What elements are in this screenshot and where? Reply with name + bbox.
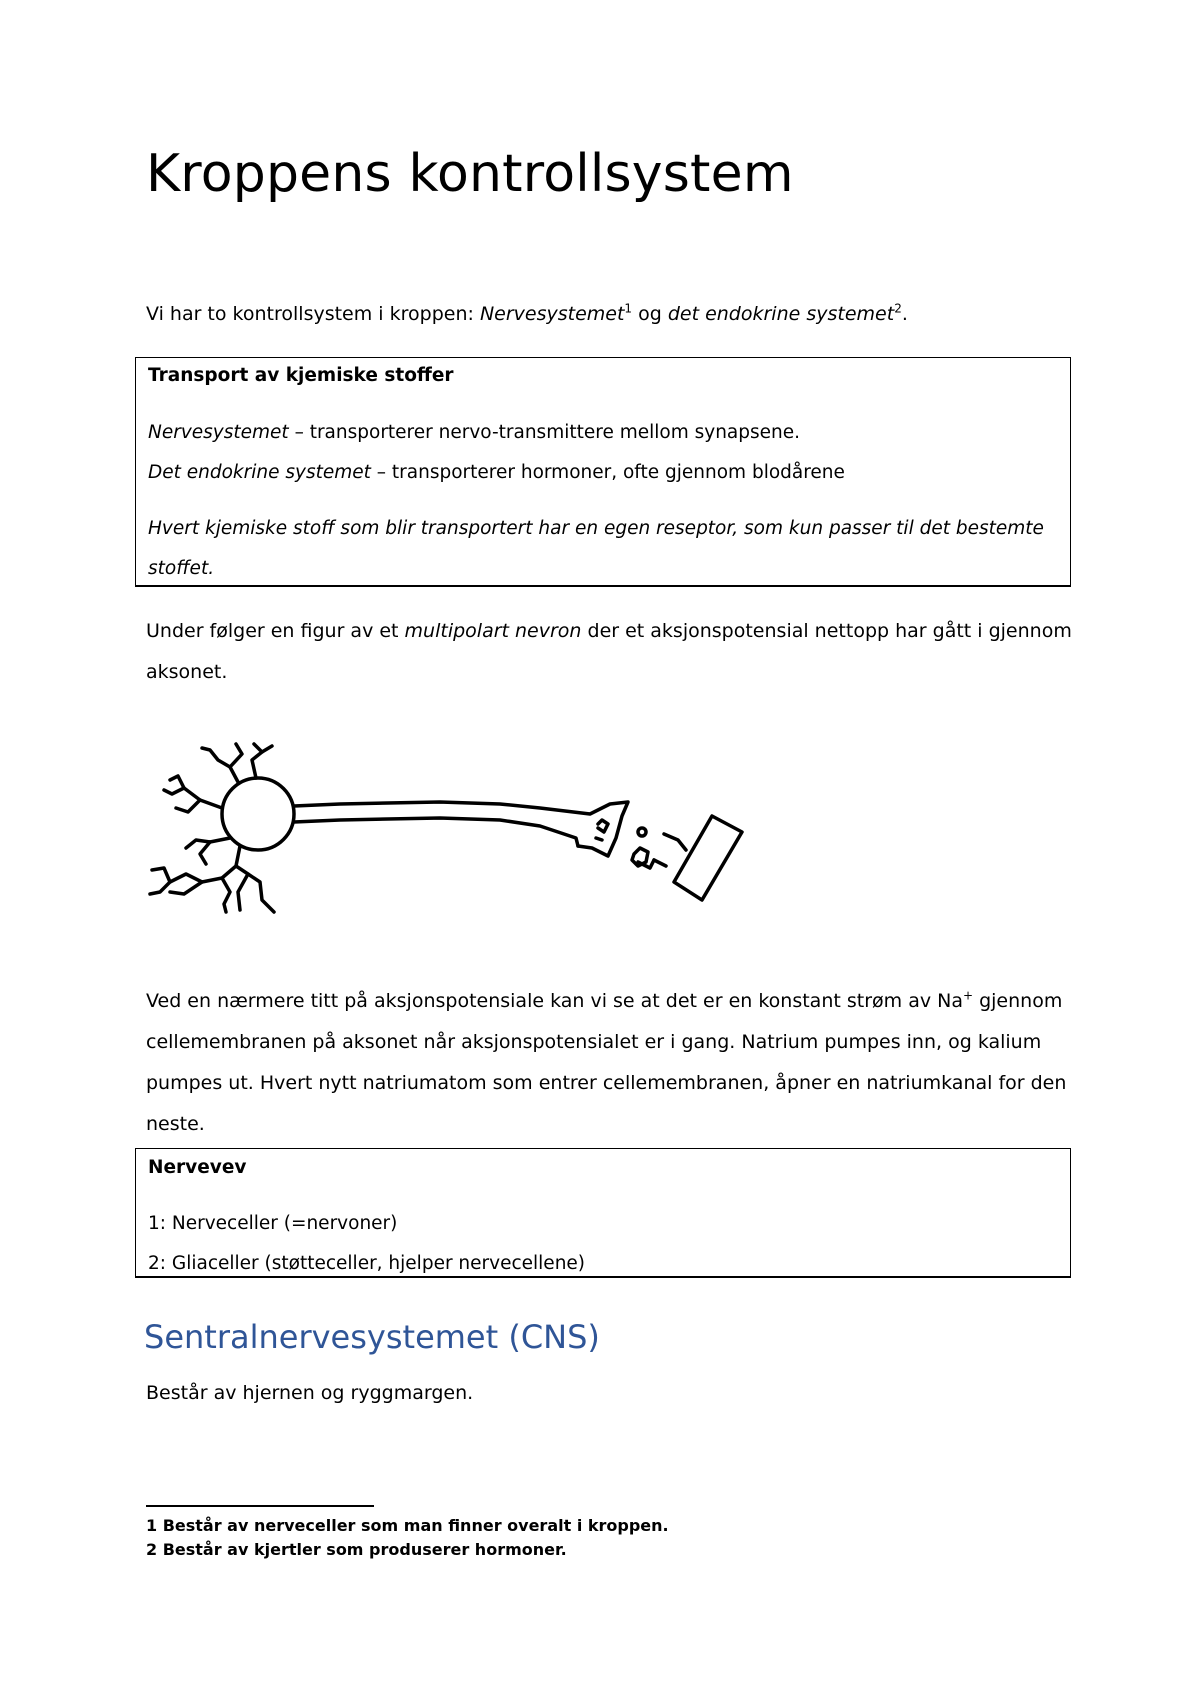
transport-text-endokrine: – transporterer hormoner, ofte gjennom blodårene (370, 462, 845, 483)
intro-term-nervesystemet: Nervesystemet (479, 303, 625, 325)
intro-term-endokrine: det endokrine systemet (667, 303, 895, 325)
target-cell-icon (674, 816, 742, 900)
axon-icon (294, 802, 628, 856)
body-text-prefix: Ved en nærmere titt på aksjonspotensiale kan vi se at det er en konstant strøm av Na (146, 990, 963, 1012)
vesicle-icon (638, 828, 646, 836)
dendrite-icon (222, 878, 230, 912)
dendrite-icon (252, 744, 262, 778)
vesicle-icon (598, 820, 608, 832)
transport-box-line-endokrine (148, 460, 845, 486)
footnote-ref-1[interactable]: 1 (624, 301, 633, 316)
transport-box-receptor-line-end: stoffet. (148, 558, 215, 579)
vesicle-icon (596, 838, 602, 840)
body-text-line-3: pumpes ut. Hvert nytt natriumatom som entrer cellemembranen, åpner en natriumkanal for den (146, 1072, 1067, 1094)
figure-intro-suffix: der et aksjonspotensial nettopp har gått i gjennom (581, 620, 1072, 642)
dendrite-icon (200, 842, 210, 864)
intro-middle: og (632, 303, 668, 325)
dendrite-icon (230, 744, 242, 767)
body-text-suffix: gjennom (973, 990, 1063, 1012)
intro-prefix: Vi har to kontrollsystem i kroppen: (146, 303, 480, 325)
intro-suffix: . (901, 303, 908, 325)
section-heading-cns: Sentralnervesystemet (CNS) (144, 1318, 600, 1356)
figure-intro-line-1 (146, 618, 1072, 644)
figure-intro-term: multipolart nevron (404, 620, 582, 642)
figure-intro-prefix: Under følger en figur av et (146, 620, 405, 642)
receptor-icon (654, 860, 666, 866)
neuron-drawing-icon (140, 742, 760, 942)
dendrite-icon (238, 874, 248, 910)
transport-term-nervesystemet: Nervesystemet (148, 422, 289, 443)
neuron-soma-icon (222, 778, 294, 850)
footnote-ref-2[interactable]: 2 (894, 301, 902, 316)
receptor-icon (664, 834, 686, 850)
dendrite-icon (176, 800, 200, 812)
nervevev-box-heading: Nervevev (148, 1157, 247, 1178)
body-text-line-2: cellemembranen på aksonet når aksjonspotensialet er i gang. Natrium pumpes inn, og kalium (146, 1031, 1042, 1053)
footnote-1: 1 Består av nerveceller som man finner overalt i kroppen. (146, 1516, 669, 1535)
nervevev-item-2: 2: Gliaceller (støtteceller, hjelper nervecellene) (148, 1253, 586, 1274)
body-text-line-4: neste. (146, 1113, 205, 1135)
axon-icon (294, 818, 578, 846)
dendrite-icon (170, 882, 202, 894)
intro-paragraph (146, 300, 908, 328)
section-text-cns: Består av hjernen og ryggmargen. (146, 1382, 474, 1404)
dendrite-icon (262, 746, 272, 752)
body-text-line-1 (146, 988, 1062, 1014)
footnote-2: 2 Består av kjertler som produserer hormoner. (146, 1540, 567, 1559)
footnote-separator (146, 1505, 374, 1507)
transport-text-nervesystemet: – transporterer nervo-transmittere mellom synapsene. (288, 422, 801, 443)
transport-term-endokrine: Det endokrine systemet (148, 462, 371, 483)
transport-box (135, 357, 1071, 587)
page-title: Kroppens kontrollsystem (146, 144, 794, 204)
dendrite-icon (236, 866, 274, 912)
figure-intro-line-2: aksonet. (146, 661, 228, 683)
sodium-charge: + (962, 988, 974, 1003)
dendrite-icon (170, 776, 184, 788)
transport-box-receptor-line: Hvert kjemiske stoff som blir transportert har en egen reseptor, som kun passer til det bestemte (148, 518, 1044, 539)
dendrite-icon (152, 868, 170, 882)
nervevev-item-1: 1: Nerveceller (=nervoner) (148, 1213, 398, 1234)
nervevev-box (135, 1148, 1071, 1278)
transport-box-heading: Transport av kjemiske stoffer (148, 365, 454, 386)
transport-box-line-nervesystemet (148, 420, 800, 446)
